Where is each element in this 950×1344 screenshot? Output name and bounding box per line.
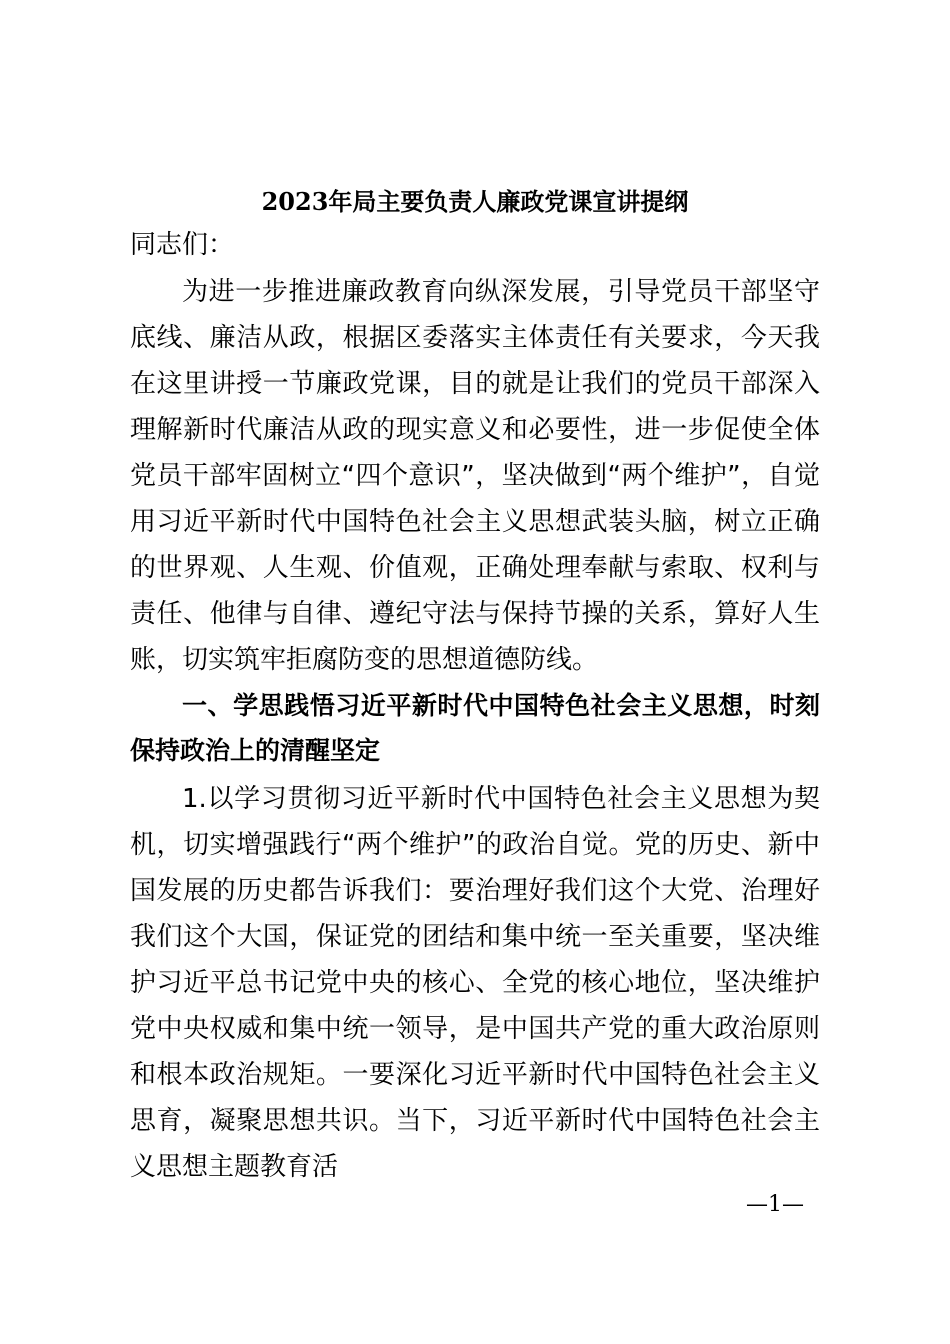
page-number: —1— [746,1192,804,1217]
salutation: 同志们： [130,230,235,260]
document-title: 2023年局主要负责人廉政党课宣讲提纲 [261,187,689,216]
section-heading: 一、学思践悟习近平新时代中国特色社会主义思想，时刻保持政治上的清醒坚定 [130,691,820,765]
intro-paragraph: 为进一步推进廉政教育向纵深发展，引导党员干部坚守底线、廉洁从政，根据区委落实主体责任有关要求，今天我在这里讲授一节廉政党课，目的就是让我们的党员干部深入理解新时代廉洁从政的现实意义和必要性，进一步促使全体党员干部牢固树立“四个意识”，坚决做到“两个维护”，自觉用习近平新时代中国特色社会主义思想武装头脑，树立正确的世界观、人生观、价值观，正确处理奉献与索取、权利与责任、他律与自律、遵纪守法与保持节操的关系，算好人生账，切实筑牢拒腐防变的思想道德防线。 [130,277,820,675]
section-paragraph: 1.以学习贯彻习近平新时代中国特色社会主义思想为契机，切实增强践行“两个维护”的政治自觉。党的历史、新中国发展的历史都告诉我们：要治理好我们这个大党、治理好我们这个大国，保证党的团结和集中统一至关重要，坚决维护习近平总书记党中央的核心、全党的核心地位，坚决维护党中央权威和集中统一领导，是中国共产党的重大政治原则和根本政治规矩。一要深化习近平新时代中国特色社会主义思育，凝聚思想共识。当下，习近平新时代中国特色社会主义思想主题教育活 [130,784,820,1182]
